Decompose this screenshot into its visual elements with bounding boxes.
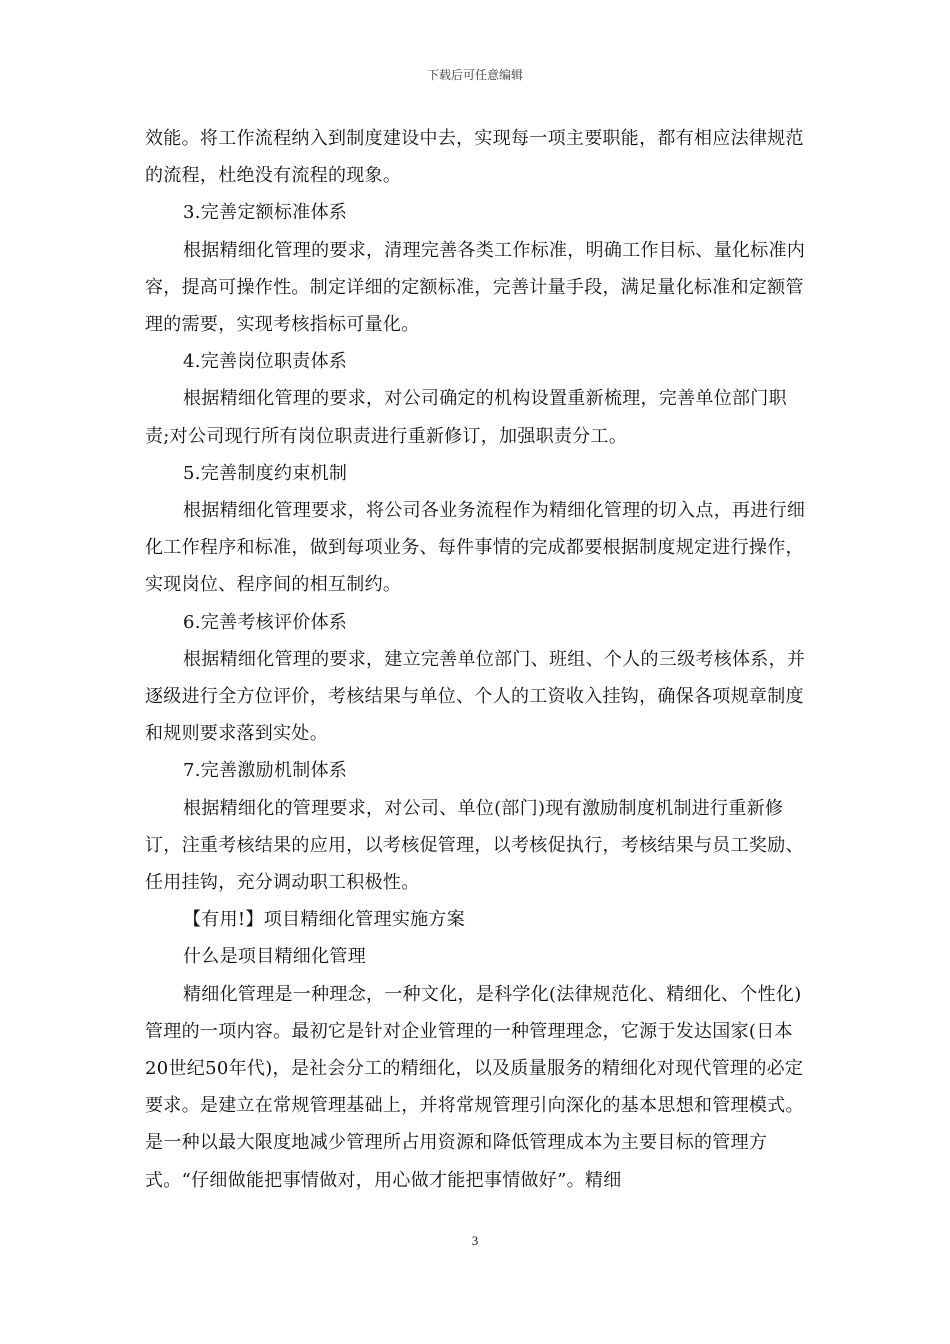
section-heading: 4.完善岗位职责体系: [183, 351, 348, 373]
paragraph: 根据精细化管理的要求，建立完善单位部门、班组、个人的三级考核体系，并逐级进行全方位评价，考核结果与单位、个人的工资收入挂钩，确保各项规章制度和规则要求落到实处。: [145, 648, 806, 745]
paragraph: 根据精细化的管理要求，对公司、单位(部门)现有激励制度机制进行重新修订，注重考核结果的应用，以考核促管理，以考核促执行，考核结果与员工奖励、任用挂钩，充分调动职工积极性。: [145, 797, 804, 894]
paragraph: 精细化管理是一种理念，一种文化，是科学化(法律规范化、精细化、个性化)管理的一项内容。最初它是针对企业管理的一种管理理念，它源于发达国家(日本20世纪50年代)，是社会分工的精细化，以及质量服务的精细化对现代管理的必定要求。是建立在常规管理基础上，并将常规管理引向深化的基本思想和管理模式。是一种以最大限度地减少管理所占用资源和降低管理成本为主要目标的管理方式。“仔细做能把事情做对，用心做才能把事情做好”。精细: [145, 983, 804, 1191]
paragraph: 效能。将工作流程纳入到制度建设中去，实现每一项主要职能，都有相应法律规范的流程，杜绝没有流程的现象。: [145, 128, 804, 187]
section-heading: 3.完善定额标准体系: [183, 202, 348, 224]
section-heading: 什么是项目精细化管理: [183, 946, 366, 968]
page-number: 3: [471, 1233, 479, 1248]
paragraph: 根据精细化管理要求，将公司各业务流程作为精细化管理的切入点，再进行细化工作程序和标准，做到每项业务、每件事情的完成都要根据制度规定进行操作，实现岗位、程序间的相互制约。: [145, 500, 806, 596]
page-header: 下载后可任意编辑: [426, 68, 523, 82]
paragraph: 根据精细化管理的要求，对公司确定的机构设置重新梳理，完善单位部门职责;对公司现行所有岗位职责进行重新修订，加强职责分工。: [145, 388, 787, 447]
section-heading: 6.完善考核评价体系: [183, 611, 348, 633]
paragraph: 根据精细化管理的要求，清理完善各类工作标准，明确工作目标、量化标准内容，提高可操作性。制定详细的定额标准，完善计量手段，满足量化标准和定额管理的需要，实现考核指标可量化。: [145, 239, 806, 336]
section-heading: 7.完善激励机制体系: [183, 760, 348, 782]
article-title: 【有用!】项目精细化管理实施方案: [183, 909, 466, 931]
document-body: [145, 120, 810, 1199]
section-heading: 5.完善制度约束机制: [183, 462, 348, 484]
